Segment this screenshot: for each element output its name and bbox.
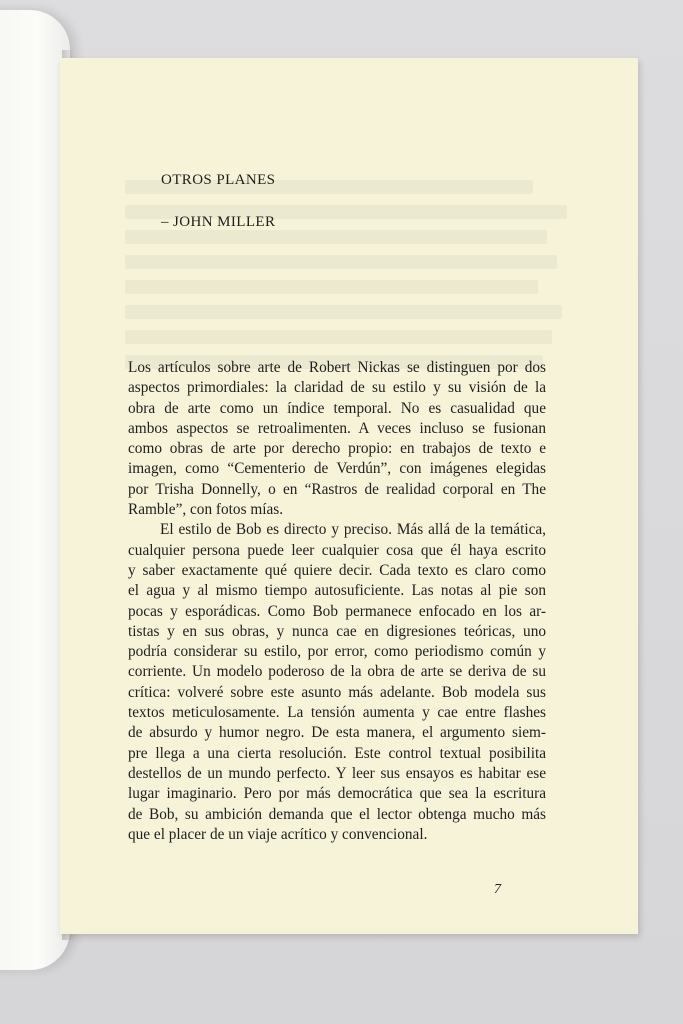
text-line: textos meticulosamente. La tensión aumenta y cae entre flashes	[128, 704, 546, 722]
text-line: lugar imaginario. Pero por más democrática que sea la escritura	[128, 785, 546, 803]
text-line: crítica: volveré sobre este asunto más adelante. Bob modela sus	[128, 683, 546, 701]
page-number: 7	[494, 882, 501, 897]
text-line: obra de arte como un índice temporal. No es casualidad que	[128, 399, 546, 417]
text-line: ambos aspectos se retroalimenten. A veces incluso se fusionan	[128, 419, 546, 437]
text-line: y saber exactamente qué quiere decir. Cada texto es claro como	[128, 561, 546, 579]
text-line: como obras de arte por derecho propio: en trabajos de texto e	[128, 440, 546, 458]
show-through-text	[125, 180, 605, 380]
text-line: por Trisha Donnelly, o en “Rastros de realidad corporal en The	[128, 480, 546, 498]
text-line: imagen, como “Cementerio de Verdún”, con imágenes elegidas	[128, 460, 546, 478]
text-line: podría considerar su estilo, por error, como periodismo común y	[128, 643, 546, 661]
body-text	[128, 358, 546, 845]
text-line: corriente. Un modelo poderoso de la obra de arte se deriva de su	[128, 663, 546, 681]
chapter-title: OTROS PLANES	[161, 172, 276, 188]
text-line: pre llega a una cierta resolución. Este control textual posibilita	[128, 744, 546, 762]
text-line: de Bob, su ambición demanda que el lector obtenga mucho más	[128, 805, 546, 823]
text-line: Ramble”, con fotos mías.	[128, 501, 284, 519]
text-line: de absurdo y humor negro. De esta manera, el argumento siem-	[128, 724, 546, 742]
chapter-author: – JOHN MILLER	[161, 214, 276, 230]
text-line: aspectos primordiales: la claridad de su estilo y su visión de la	[128, 379, 546, 397]
text-line: El estilo de Bob es directo y preciso. Más allá de la temática,	[160, 521, 546, 539]
text-line: tistas y en sus obras, y nunca cae en digresiones teóricas, uno	[128, 622, 546, 640]
text-line: que el placer de un viaje acrítico y convencional.	[128, 825, 428, 843]
text-line: el agua y al mismo tiempo autosuficiente. Las notas al pie son	[128, 582, 546, 600]
text-line: destellos de un mundo perfecto. Y leer sus ensayos es habitar ese	[128, 764, 546, 782]
text-line: cualquier persona puede leer cualquier cosa que él haya escrito	[128, 541, 546, 559]
text-line: pocas y esporádicas. Como Bob permanece enfocado en los ar-	[128, 602, 546, 620]
text-line: Los artículos sobre arte de Robert Nickas se distinguen por dos	[128, 359, 546, 376]
